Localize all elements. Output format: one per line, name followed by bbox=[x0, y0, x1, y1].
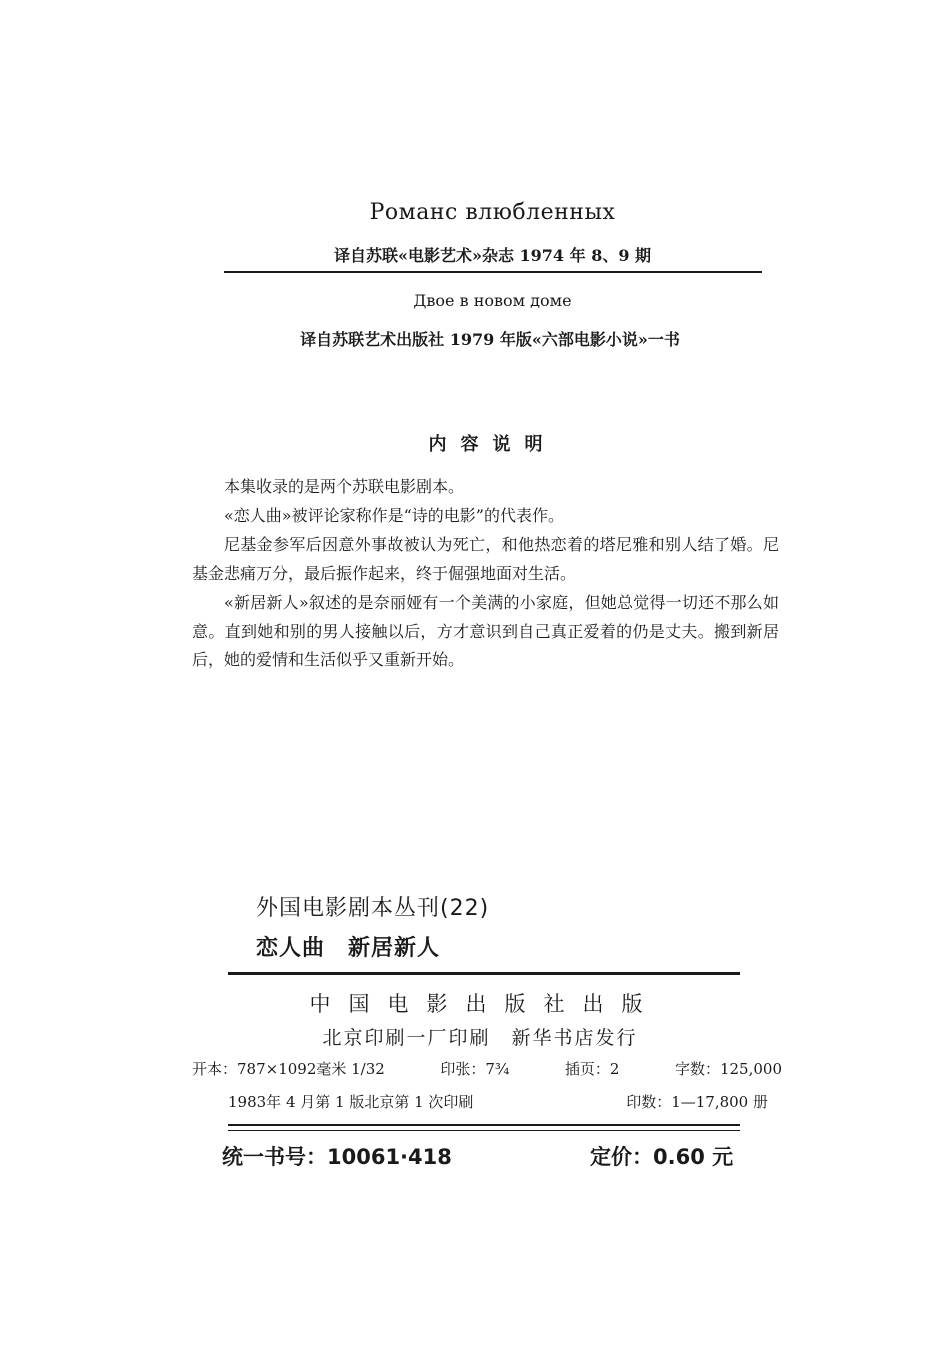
content-paragraph: «恋人曲»被评论家称作是“诗的电影”的代表作。 bbox=[224, 506, 564, 525]
book-number: 统一书号：10061·418 bbox=[222, 1145, 452, 1169]
work2-source-note: 译自苏联艺术出版社 1979 年版«六部电影小说»一书 bbox=[300, 330, 680, 349]
price: 定价：0.60 元 bbox=[590, 1145, 734, 1169]
divider-colophon-bottom-1 bbox=[228, 1124, 740, 1126]
book-title: 恋人曲 新居新人 bbox=[256, 936, 441, 961]
plates-spec: 插页：2 bbox=[564, 1060, 620, 1078]
work1-original-title: Романс влюбленных bbox=[369, 200, 616, 225]
divider-colophon-bottom-2 bbox=[228, 1130, 740, 1131]
edition-row bbox=[228, 1091, 768, 1112]
work2-original-title: Двое в новом доме bbox=[413, 291, 572, 310]
format-spec: 开本：787×1092毫米 1/32 bbox=[192, 1060, 385, 1078]
word-count-spec: 字数：125,000 bbox=[674, 1060, 782, 1078]
print-run: 印数：1—17,800 册 bbox=[626, 1093, 768, 1111]
series-title: 外国电影剧本丛刊(22) bbox=[256, 896, 490, 921]
content-note-heading: 内容说明 bbox=[428, 434, 557, 455]
content-paragraph: 本集收录的是两个苏联电影剧本。 bbox=[224, 477, 465, 496]
sheets-spec: 印张：7¾ bbox=[440, 1060, 510, 1078]
work1-source-note: 译自苏联«电影艺术»杂志 1974 年 8、9 期 bbox=[333, 246, 652, 265]
divider-colophon-top bbox=[228, 972, 740, 975]
divider-top bbox=[224, 271, 762, 273]
edition-info: 1983年 4 月第 1 版北京第 1 次印刷 bbox=[228, 1093, 474, 1111]
printer-distributor: 北京印刷一厂印刷 新华书店发行 bbox=[322, 1027, 638, 1049]
content-paragraph: 尼基金参军后因意外事故被认为死亡，和他热恋着的塔尼雅和别人结了婚。尼基金悲痛万分，最后振作起来，终于倔强地面对生活。 bbox=[192, 535, 779, 583]
print-specs-row bbox=[192, 1058, 782, 1079]
content-paragraph: «新居新人»叙述的是奈丽娅有一个美满的小家庭，但她总觉得一切还不那么如意。直到她和别的男人接触以后，方才意识到自己真正爱着的仍是丈夫。搬到新居后，她的爱情和生活似乎又重新开始。 bbox=[192, 593, 779, 670]
publisher: 中国电影出版社出版 bbox=[309, 992, 661, 1016]
